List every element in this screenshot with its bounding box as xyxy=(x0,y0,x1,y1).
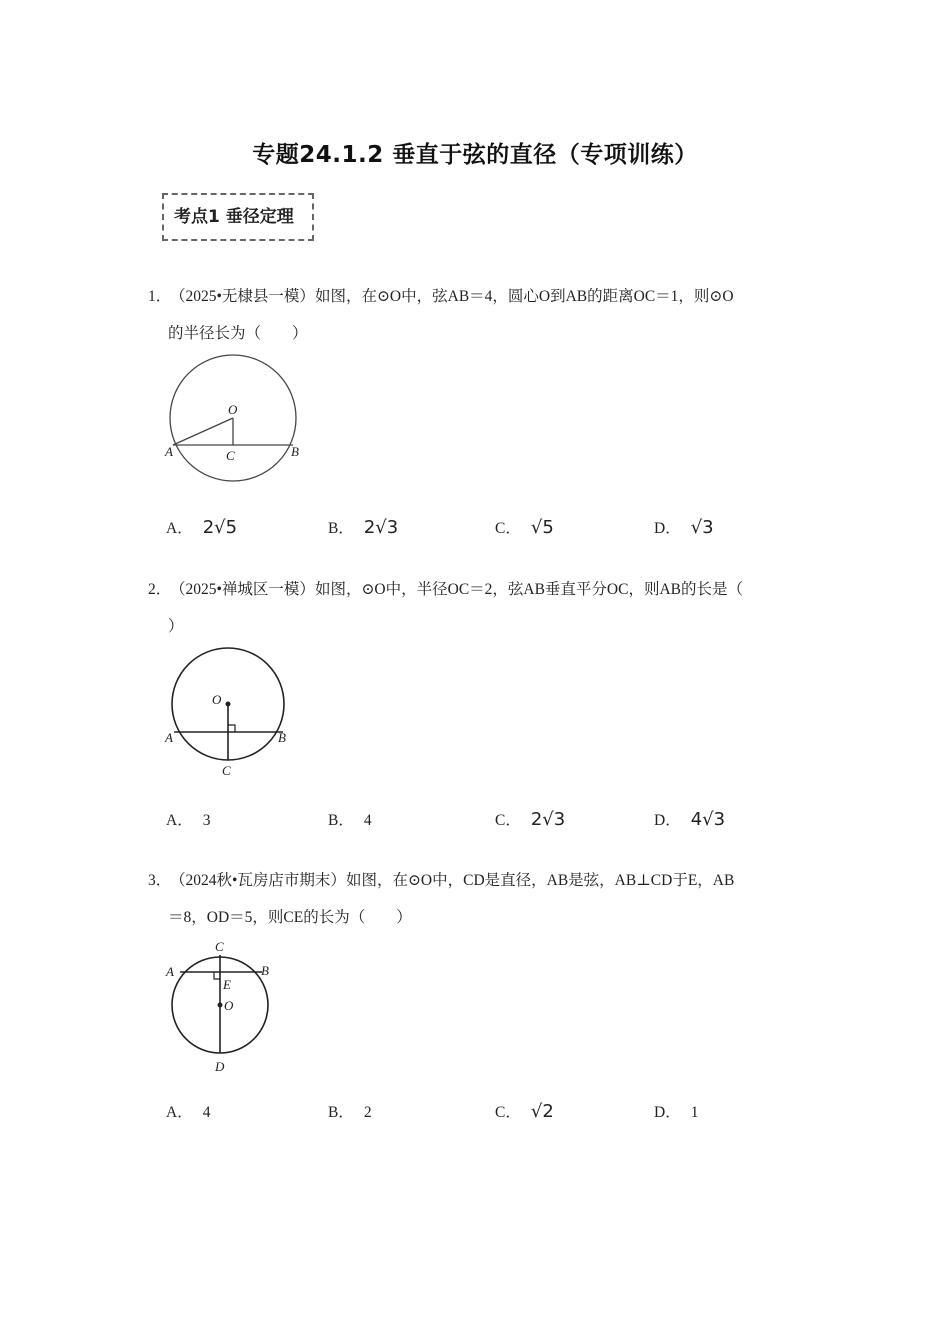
question-number: 2． xyxy=(148,581,172,598)
option-a[interactable]: A． 2√5 xyxy=(166,517,238,538)
option-d[interactable]: D． √3 xyxy=(654,517,714,538)
label-c: C xyxy=(215,939,224,954)
figure-circle-chord-2 xyxy=(160,643,300,783)
label-c: C xyxy=(226,448,235,463)
question-number: 3． xyxy=(148,872,172,889)
label-o: O xyxy=(224,998,234,1013)
label-a: A xyxy=(166,964,174,979)
option-b[interactable]: B． 2 xyxy=(328,1104,372,1121)
options-q3 xyxy=(166,1100,806,1130)
figure-circle-diameter-3 xyxy=(160,935,290,1077)
question-3 xyxy=(148,862,810,936)
page-title: 专题24.1.2 垂直于弦的直径（专项训练） xyxy=(252,142,698,168)
question-text-cont: 的半径长为（ ） xyxy=(168,325,308,342)
question-text: 如图，在⊙O中，弦AB＝4，圆心O到AB的距离OC＝1，则⊙O xyxy=(314,288,734,305)
option-c[interactable]: C． √2 xyxy=(495,1101,554,1122)
label-e: E xyxy=(223,977,231,992)
question-text-cont: ＝8，OD＝5，则CE的长为（ ） xyxy=(168,909,412,926)
label-d: D xyxy=(215,1059,225,1074)
question-text: 如图，⊙O中，半径OC＝2，弦AB垂直平分OC，则AB的长是（ xyxy=(314,581,743,598)
option-a[interactable]: A． 4 xyxy=(166,1104,211,1121)
option-d[interactable]: D． 4√3 xyxy=(654,809,726,830)
options-q1 xyxy=(166,516,806,546)
options-q2 xyxy=(166,808,806,838)
question-source: （2025•禅城区一模） xyxy=(170,581,315,598)
option-b[interactable]: B． 4 xyxy=(328,812,372,829)
label-c: C xyxy=(222,763,231,778)
label-b: B xyxy=(291,444,299,459)
option-c[interactable]: C． 2√3 xyxy=(495,809,566,830)
label-o: O xyxy=(212,692,222,707)
label-o: O xyxy=(228,402,238,417)
option-a[interactable]: A． 3 xyxy=(166,812,211,829)
label-b: B xyxy=(278,730,286,745)
section-heading: 考点1 垂径定理 xyxy=(162,193,314,241)
label-b: B xyxy=(261,963,269,978)
option-d[interactable]: D． 1 xyxy=(654,1104,699,1121)
question-source: （2025•无棣县一模） xyxy=(170,288,315,305)
question-number: 1． xyxy=(148,288,172,305)
figure-circle-chord-1 xyxy=(160,352,310,487)
option-b[interactable]: B． 2√3 xyxy=(328,517,399,538)
question-2 xyxy=(148,571,810,645)
label-a: A xyxy=(165,730,173,745)
question-1 xyxy=(148,278,810,352)
option-c[interactable]: C． √5 xyxy=(495,517,554,538)
label-a: A xyxy=(165,444,173,459)
question-text-cont: ） xyxy=(168,618,184,635)
question-text: 如图，在⊙O中，CD是直径，AB是弦，AB⊥CD于E，AB xyxy=(345,872,735,889)
question-source: （2024秋•瓦房店市期末） xyxy=(170,872,346,889)
